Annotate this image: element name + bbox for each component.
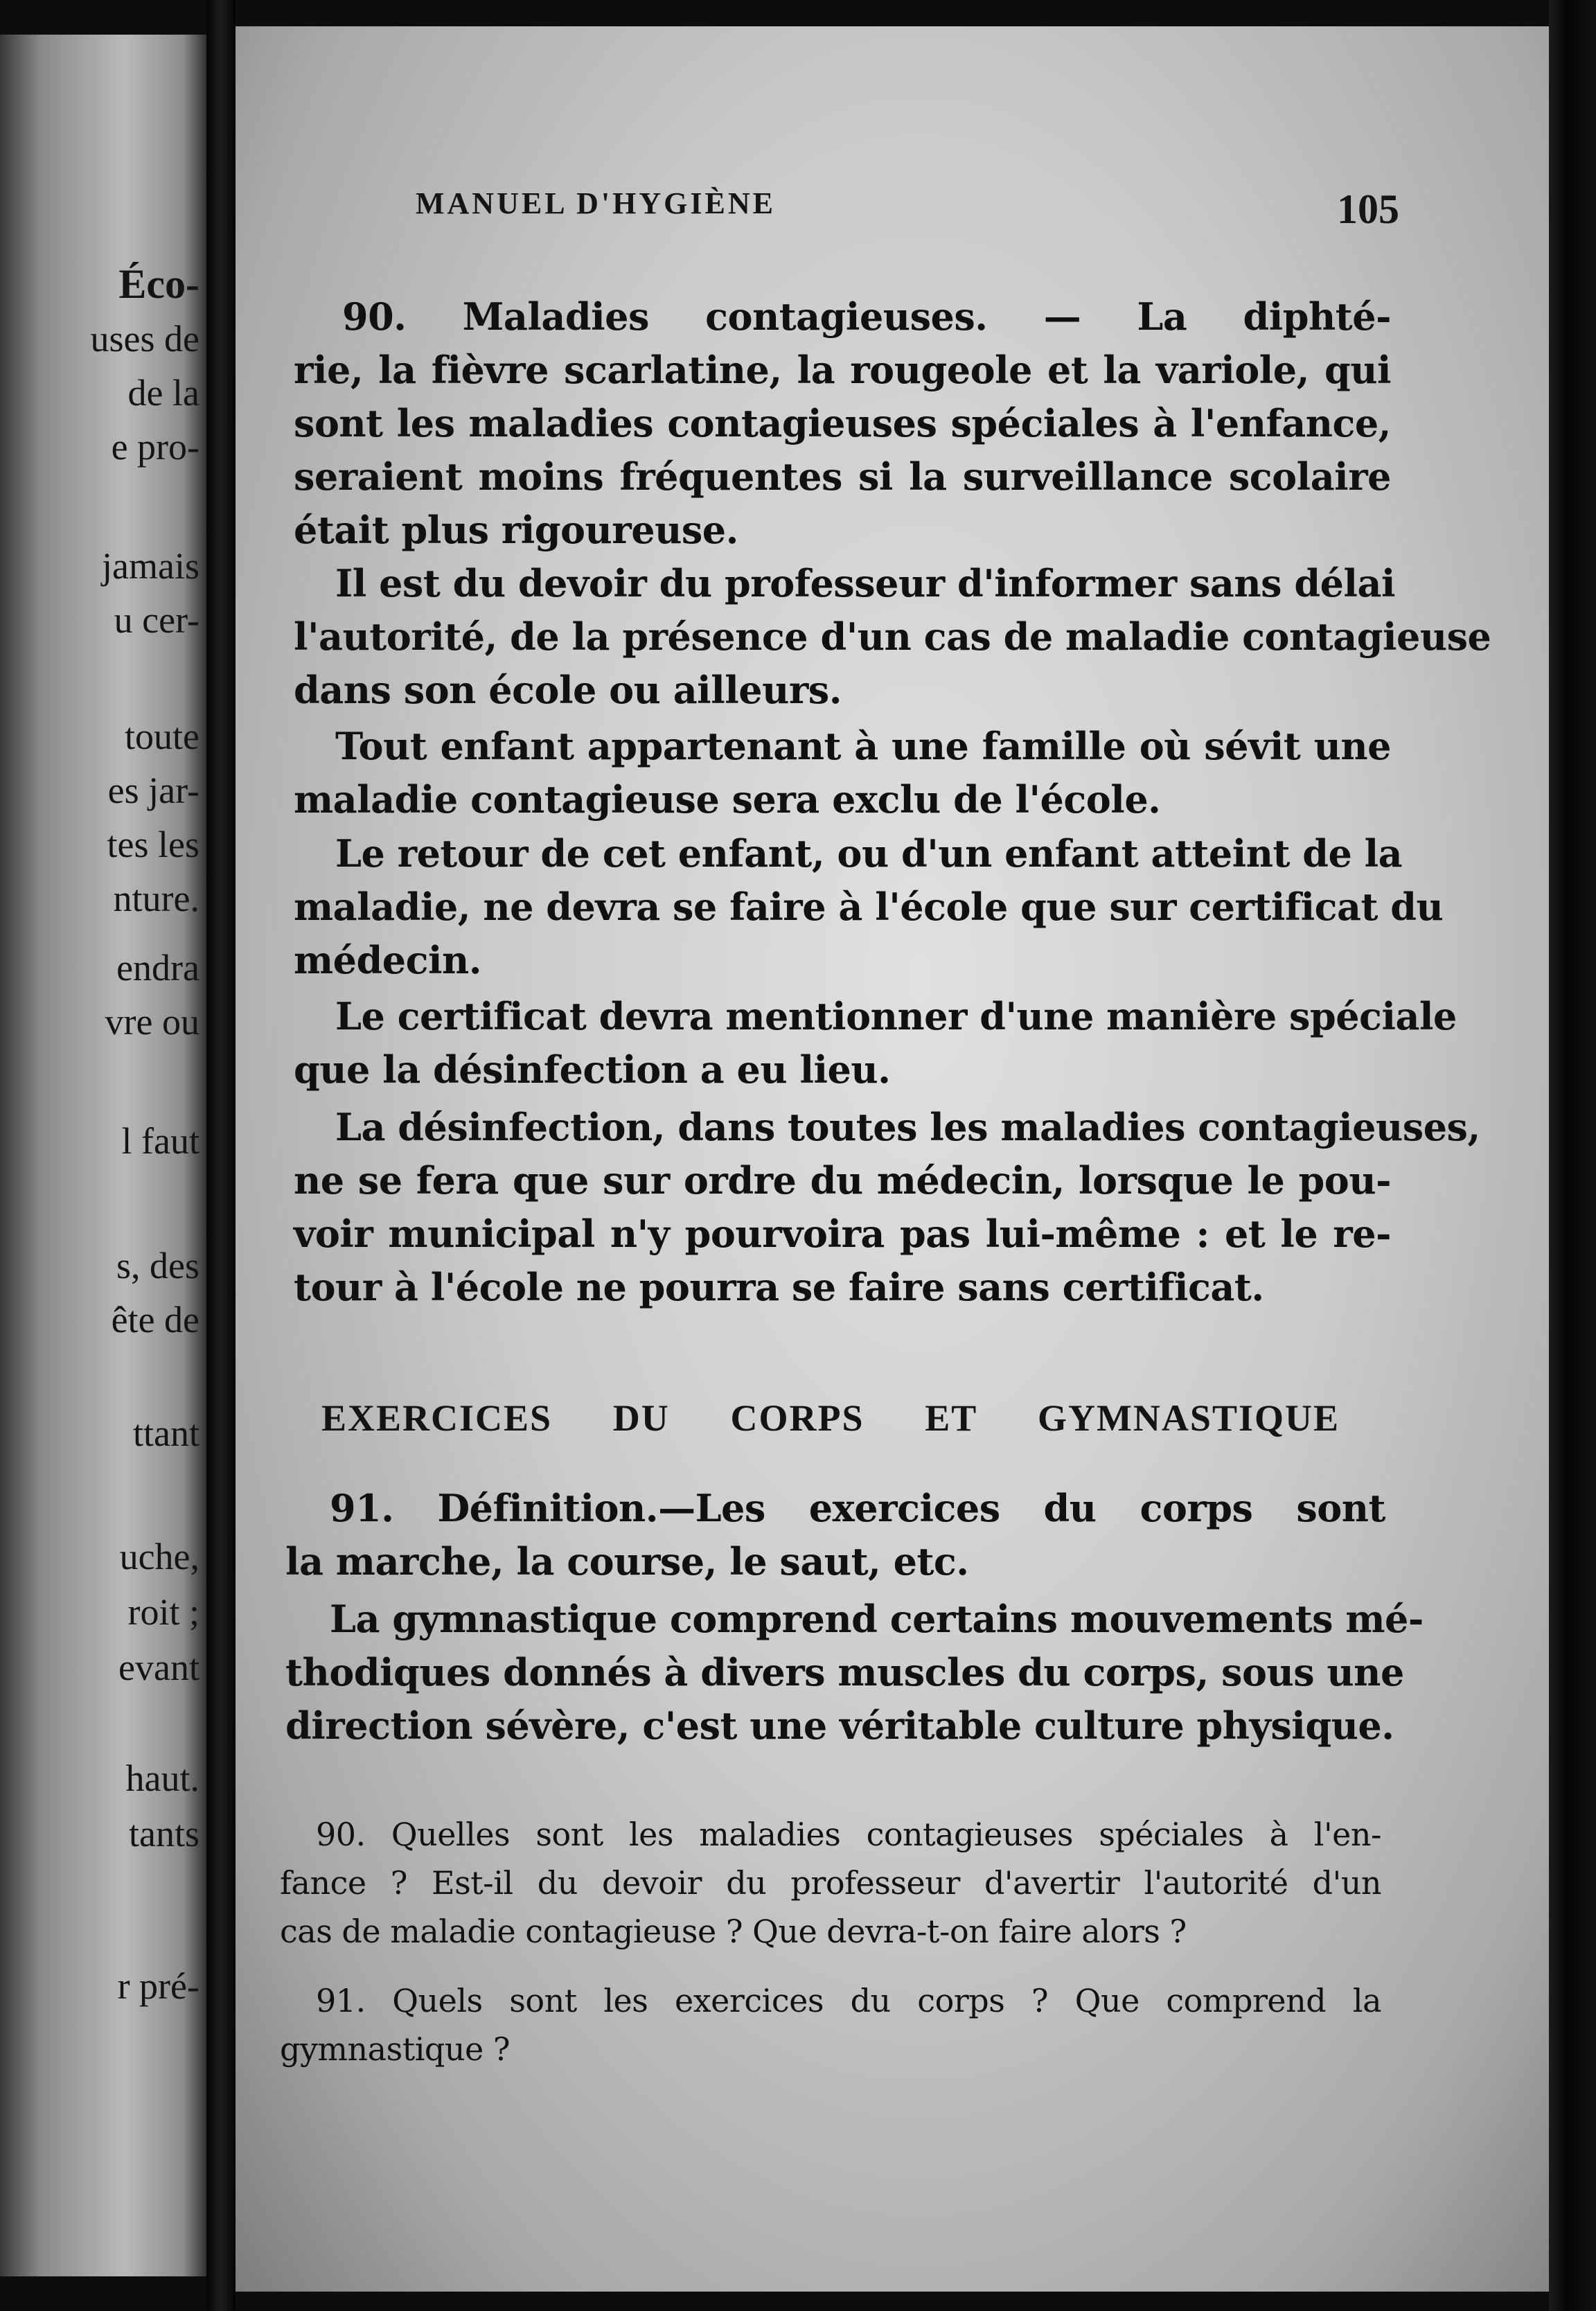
left-page-fragment: de la	[127, 372, 200, 414]
left-page-fragment: evant	[118, 1647, 200, 1688]
paragraph-line: que la désinfection a eu lieu.	[294, 1047, 891, 1092]
paragraph-line: maladie contagieuse sera exclu de l'école.	[294, 777, 1161, 822]
left-page-fragment: haut.	[125, 1757, 200, 1799]
left-page-fragment: e pro-	[111, 426, 200, 468]
paragraph-line: ne se fera que sur ordre du médecin, lorsque le pou-	[294, 1158, 1391, 1203]
left-page-fragment: l faut	[121, 1120, 200, 1162]
book-gutter	[206, 0, 236, 2311]
paragraph-line: dans son école ou ailleurs.	[294, 668, 842, 712]
left-page-fragment: endra	[116, 947, 200, 989]
running-head-title: MANUEL D'HYGIÈNE	[416, 186, 776, 220]
definition-line: La gymnastique comprend certains mouvements mé-	[330, 1597, 1424, 1641]
paragraph-line: tour à l'école ne pourra se faire sans certificat.	[294, 1265, 1264, 1309]
question-line: gymnastique ?	[280, 2030, 510, 2068]
paragraph-line: sont les maladies contagieuses spéciales à l'enfance,	[294, 401, 1391, 445]
paragraph-line: l'autorité, de la présence d'un cas de maladie contagieuse	[294, 614, 1491, 659]
paragraph-line: maladie, ne devra se faire à l'école que sur certificat du	[294, 885, 1444, 929]
left-page-fragment: Éco-	[118, 261, 200, 307]
left-page-fragment: ête de	[111, 1299, 200, 1340]
paragraph-line: La désinfection, dans toutes les maladies contagieuses,	[335, 1105, 1480, 1149]
left-facing-page	[0, 35, 208, 2276]
right-page-edge	[1549, 0, 1596, 2311]
left-page-fragment: jamais	[102, 545, 200, 587]
paragraph-line: 90. Maladies contagieuses. — La diphté-	[342, 294, 1391, 339]
left-page-fragment: uses de	[90, 318, 200, 360]
left-page-fragment: uche,	[119, 1536, 200, 1577]
left-page-fragment: u cer-	[114, 599, 200, 641]
paragraph-line: rie, la fièvre scarlatine, la rougeole et la variole, qui	[294, 348, 1391, 392]
definition-line: 91. Définition.—Les exercices du corps sont	[330, 1486, 1385, 1530]
paragraph-line: Tout enfant appartenant à une famille où sévit une	[335, 724, 1391, 768]
definition-line: direction sévère, c'est une véritable culture physique.	[285, 1703, 1394, 1748]
question-line: cas de maladie contagieuse ? Que devra-t-on faire alors ?	[280, 1913, 1187, 1950]
paragraph-line: Le retour de cet enfant, ou d'un enfant atteint de la	[335, 831, 1403, 876]
section-heading: EXERCICES DU CORPS ET GYMNASTIQUE	[321, 1397, 1340, 1439]
left-page-fragment: roit ;	[127, 1591, 200, 1633]
left-page-fragment: vre ou	[105, 1001, 200, 1043]
paragraph-line: Le certificat devra mentionner d'une manière spéciale	[335, 994, 1457, 1038]
question-line: 90. Quelles sont les maladies contagieuses spéciales à l'en-	[316, 1816, 1381, 1853]
left-page-fragment: s, des	[116, 1245, 200, 1286]
left-page-fragment: tes les	[107, 824, 200, 865]
left-page-fragment: r pré-	[117, 1965, 200, 2007]
left-page-fragment: toute	[125, 716, 200, 757]
running-head	[416, 186, 1399, 232]
question-line: 91. Quels sont les exercices du corps ? Que comprend la	[316, 1982, 1381, 2019]
page-number: 105	[1337, 186, 1399, 232]
left-page-fragment: es jar-	[107, 770, 200, 811]
definition-line: la marche, la course, le saut, etc.	[285, 1539, 969, 1584]
paragraph-line: était plus rigoureuse.	[294, 508, 738, 552]
left-page-fragment: tants	[129, 1813, 200, 1854]
left-page-fragment: nture.	[113, 878, 200, 919]
left-page-fragment: ttant	[133, 1413, 200, 1454]
paragraph-line: Il est du devoir du professeur d'informer sans délai	[335, 561, 1395, 605]
paragraph-line: médecin.	[294, 938, 482, 982]
paragraph-line: seraient moins fréquentes si la surveillance scolaire	[294, 454, 1391, 499]
definition-line: thodiques donnés à divers muscles du corps, sous une	[285, 1650, 1404, 1694]
paragraph-line: voir municipal n'y pourvoira pas lui-même : et le re-	[294, 1212, 1391, 1256]
question-line: fance ? Est-il du devoir du professeur d'avertir l'autorité d'un	[280, 1864, 1381, 1902]
